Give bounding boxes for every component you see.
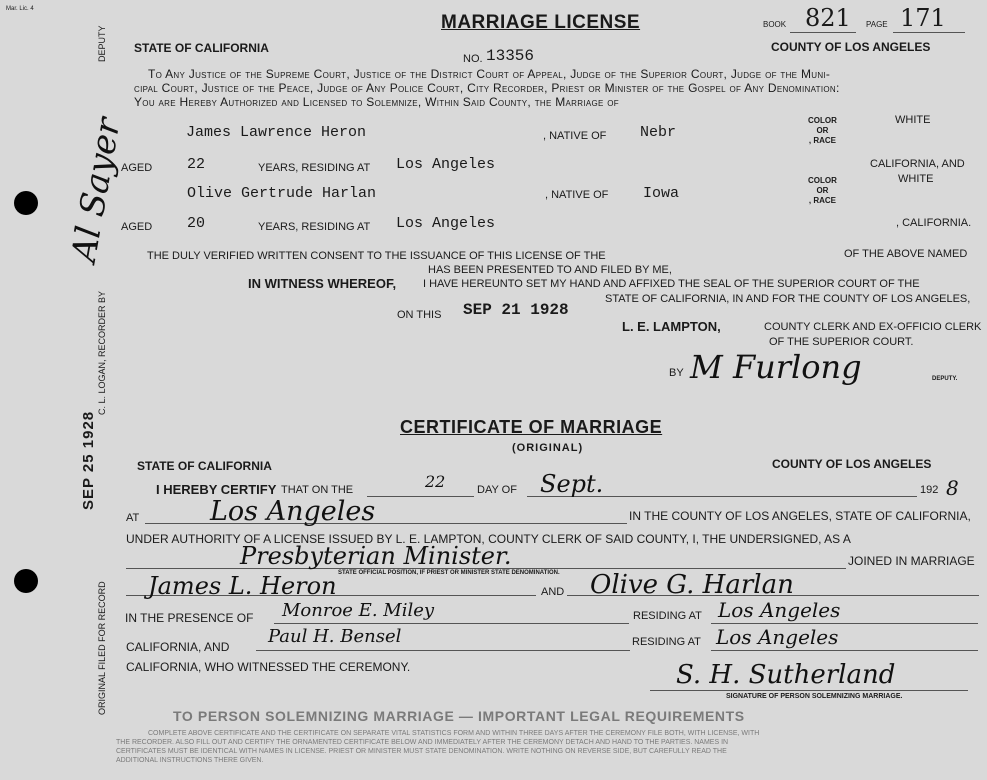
punch-hole-bottom — [14, 569, 38, 593]
bride-aged-label: AGED — [121, 221, 153, 233]
year-suffix: 8 — [946, 476, 959, 500]
groom-age: 22 — [187, 156, 206, 173]
clerk-title-line-1: COUNTY CLERK AND EX-OFFICIO CLERK — [764, 321, 982, 333]
witness-whereof-label: IN WITNESS WHEREOF, — [248, 276, 397, 291]
book-label: BOOK — [763, 20, 787, 29]
bride-residence: Los Angeles — [396, 215, 496, 232]
bride-color-value: WHITE — [898, 173, 934, 185]
witness-line-2: STATE OF CALIFORNIA, IN AND FOR THE COUNTY OF LOS ANGELES, — [605, 293, 971, 305]
witness-two-residing-label: RESIDING AT — [632, 636, 701, 648]
ceremony-month: Sept. — [540, 470, 604, 498]
witness-two-residence: Los Angeles — [716, 625, 839, 649]
certificate-county: COUNTY OF LOS ANGELES — [772, 457, 932, 471]
officiant-position: Presbyterian Minister. — [240, 542, 512, 570]
footer-line-2: THE RECORDER. ALSO FILL OUT AND CERTIFY THE ORNAMENTED CERTIFICATE BELOW AND IMMEDIATELY AFTER THE CEREMONY DETACH AND HAND TO THE PARTIES. NAMES IN — [116, 739, 729, 746]
bride-residing-label: YEARS, RESIDING AT — [258, 221, 371, 233]
california-end-label: , CALIFORNIA. — [896, 217, 972, 229]
consent-line-1: THE DULY VERIFIED WRITTEN CONSENT TO THE ISSUANCE OF THIS LICENSE OF THE — [147, 250, 606, 262]
at-label: AT — [126, 512, 140, 524]
certificate-title: CERTIFICATE OF MARRIAGE — [400, 417, 663, 437]
margin-original-filed-label: ORIGINAL FILED FOR RECORD — [97, 581, 107, 715]
page-number: 171 — [900, 4, 946, 32]
witness-line-1: I HAVE HEREUNTO SET MY HAND AND AFFIXED THE SEAL OF THE SUPERIOR COURT OF THE — [423, 278, 920, 290]
california-and-witness-label: CALIFORNIA, AND — [126, 640, 230, 654]
license-title: MARRIAGE LICENSE — [441, 12, 641, 33]
groom-residing-label: YEARS, RESIDING AT — [258, 162, 371, 174]
consent-line-2: OF THE ABOVE NAMED — [844, 248, 968, 260]
groom-full-name: James Lawrence Heron — [186, 124, 367, 141]
filed-date-stamp: SEP 25 1928 — [80, 410, 97, 510]
margin-recorder-label: C. L. LOGAN, RECORDER BY — [97, 290, 107, 415]
bride-color-label: COLOR OR , RACE — [808, 176, 837, 205]
book-number: 821 — [805, 4, 851, 32]
margin-deputy-label: DEPUTY — [97, 25, 107, 62]
footer-line-1: COMPLETE ABOVE CERTIFICATE AND THE CERTIFICATE ON SEPARATE VITAL STATISTICS FORM AND WITHIN THREE DAYS AFTER THE CEREMONY FILE BOTH, WITH LICENSE, WITH — [148, 730, 760, 737]
officiant-signature: S. H. Sutherland — [676, 660, 896, 690]
deputy-signature: M Furlong — [690, 348, 862, 386]
bride-signature-name: Olive G. Harlan — [590, 570, 794, 600]
california-and-label: CALIFORNIA, AND — [870, 158, 965, 170]
year-prefix: 192 — [920, 484, 939, 496]
footer-line-3: CERTIFICATES MUST BE IDENTICAL WITH NAMES IN LICENSE. PRIEST OR MINISTER MUST STATE DENOMINATION. WRITE NOTHING ON REVERSE SIDE, BUT CAREFULLY READ THE — [116, 748, 727, 755]
license-issue-date: SEP 21 1928 — [463, 301, 569, 319]
groom-aged-label: AGED — [121, 162, 153, 174]
preamble-line-1: To Any Justice of the Supreme Court, Justice of the District Court of Appeal, Judge of the Superior Court, Judge of the Muni- — [148, 67, 831, 81]
bride-age: 20 — [187, 215, 206, 232]
and-label: AND — [541, 586, 565, 598]
certify-label: I HEREBY CERTIFY — [156, 482, 277, 497]
certificate-state: STATE OF CALIFORNIA — [137, 459, 272, 473]
license-county: COUNTY OF LOS ANGELES — [771, 40, 931, 54]
by-label: BY — [669, 367, 684, 379]
ceremony-place: Los Angeles — [210, 496, 376, 527]
officiant-signature-label: SIGNATURE OF PERSON SOLEMNIZING MARRIAGE. — [726, 693, 903, 700]
preamble-line-2: cipal Court, Justice of the Peace, Judge of Any Police Court, City Recorder, Priest or Minister of the Gospel of Any Denomination: — [134, 81, 840, 95]
bride-full-name: Olive Gertrude Harlan — [187, 185, 377, 202]
groom-residence: Los Angeles — [396, 156, 496, 173]
license-state: STATE OF CALIFORNIA — [134, 41, 269, 55]
on-this-label: ON THIS — [397, 309, 442, 321]
form-number: Mar. Lic. 4 — [6, 6, 34, 12]
page-label: PAGE — [866, 20, 888, 29]
clerk-name: L. E. LAMPTON, — [622, 319, 721, 334]
license-number: 13356 — [486, 47, 535, 65]
groom-signature-name: James L. Heron — [148, 572, 337, 600]
witness-two-name: Paul H. Bensel — [268, 626, 402, 647]
certificate-subtitle: (ORIGINAL) — [512, 442, 584, 454]
witness-one-residence: Los Angeles — [718, 598, 841, 622]
joined-label: JOINED IN MARRIAGE — [848, 554, 975, 568]
deputy-label: DEPUTY. — [932, 376, 958, 382]
preamble-line-3: You are Hereby Authorized and Licensed to Solemnize, Within Said County, the Marriage of — [134, 95, 619, 109]
footer-line-4: ADDITIONAL INSTRUCTIONS THERE GIVEN. — [116, 757, 264, 764]
groom-native-label: , NATIVE OF — [543, 130, 607, 142]
witness-one-residing-label: RESIDING AT — [633, 610, 702, 622]
bride-native-label: , NATIVE OF — [545, 189, 609, 201]
presence-label: IN THE PRESENCE OF — [125, 611, 254, 625]
day-of-label: DAY OF — [477, 484, 517, 496]
witness-one-name: Monroe E. Miley — [282, 600, 435, 621]
state-position-note: STATE OFFICIAL POSITION, IF PRIEST OR MINISTER STATE DENOMINATION. — [338, 570, 560, 576]
bride-native-of: Iowa — [643, 185, 680, 202]
consent-line-3: HAS BEEN PRESENTED TO AND FILED BY ME, — [428, 264, 672, 276]
punch-hole-top — [14, 191, 38, 215]
license-no-label: NO. — [463, 53, 483, 65]
groom-native-of: Nebr — [640, 124, 677, 141]
clerk-title-line-2: OF THE SUPERIOR COURT. — [769, 336, 914, 348]
footer-heading: TO PERSON SOLEMNIZING MARRIAGE — IMPORTANT LEGAL REQUIREMENTS — [173, 708, 745, 724]
who-witnessed-label: CALIFORNIA, WHO WITNESSED THE CEREMONY. — [126, 660, 411, 674]
that-on-the-label: THAT ON THE — [281, 484, 354, 496]
groom-color-label: COLOR OR , RACE — [808, 116, 837, 145]
authority-line: UNDER AUTHORITY OF A LICENSE ISSUED BY L. E. LAMPTON, COUNTY CLERK OF SAID COUNTY, I, THE UNDERSIGNED, AS A — [126, 532, 851, 546]
ceremony-day: 22 — [425, 472, 446, 491]
in-county-label: IN THE COUNTY OF LOS ANGELES, STATE OF CALIFORNIA, — [629, 509, 971, 523]
groom-color-value: WHITE — [895, 114, 931, 126]
recorder-deputy-signature: Al Sayer — [64, 114, 129, 265]
